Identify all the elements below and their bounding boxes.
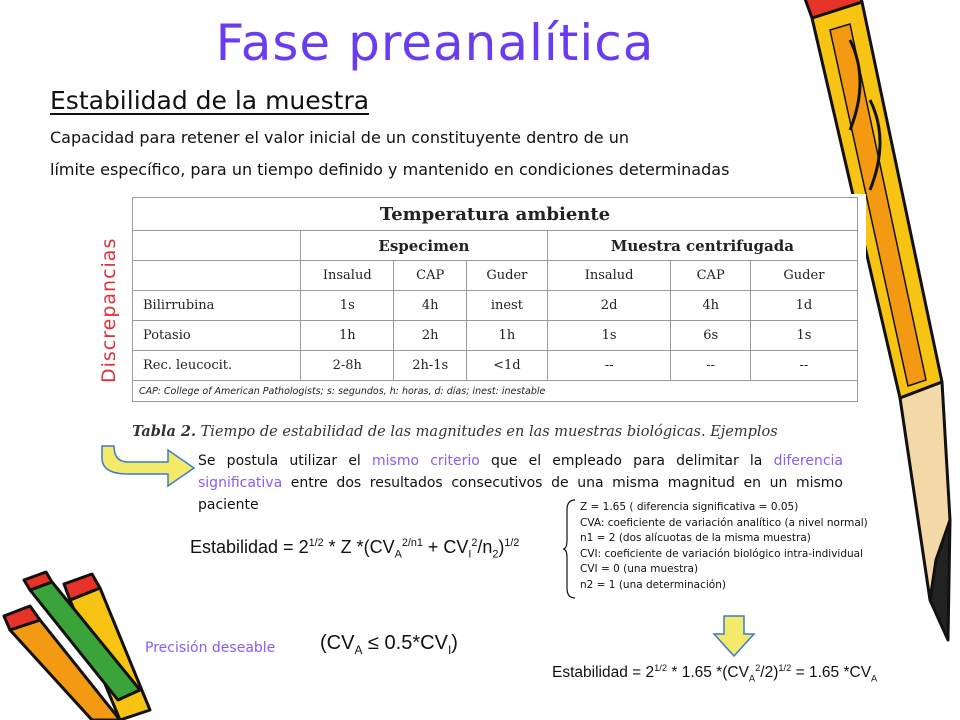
column-header: Guder <box>750 261 857 291</box>
definition-item: CVI = 0 (una muestra) <box>580 563 699 575</box>
table-cell: -- <box>671 351 750 381</box>
formula-text: ≤ 0.5*CV <box>362 632 448 654</box>
table-row <box>133 321 858 351</box>
column-header: CAP <box>394 261 467 291</box>
formula-subscript: A <box>354 643 363 657</box>
formula-text: ) <box>498 537 505 557</box>
caption-text: Tiempo de estabilidad de las magnitudes en las muestras biológicas. Ejemplos <box>196 424 778 440</box>
definition-item: CVA: coeficiente de variación analítico (a nivel normal) <box>580 516 868 529</box>
column-header: Guder <box>467 261 548 291</box>
definition-item: CVI: coeficiente de variación biológico intra-individual <box>580 547 864 560</box>
caption-label: Tabla 2. <box>132 423 197 440</box>
definition-line-1: Capacidad para retener el valor inicial de un constituyente dentro de un <box>50 128 629 147</box>
row-label: Rec. leucocit. <box>133 351 301 381</box>
section-heading: Estabilidad de la muestra <box>50 86 370 115</box>
formula-text: Estabilidad = 2 <box>552 664 655 682</box>
definition-line-2: límite específico, para un tiempo definido y mantenido en condiciones determinadas <box>50 160 730 179</box>
formula-exponent: 1/2 <box>308 537 324 549</box>
formula-text: (CV <box>320 632 355 654</box>
table-cell: 4h <box>671 291 750 321</box>
formula-subscript: 2 <box>492 548 499 561</box>
paragraph-text: entre dos resultados consecutivos de una misma magnitud en un mismo paciente <box>198 475 843 513</box>
table-cell: <1d <box>467 351 548 381</box>
table-cell: 2-8h <box>301 351 394 381</box>
formula-subscript: I <box>468 548 472 561</box>
formula-text: = 1.65 *CV <box>791 664 872 682</box>
stability-table <box>132 197 858 402</box>
paragraph-text: Se postula utilizar el <box>198 453 373 469</box>
table-cell: 1h <box>467 321 548 351</box>
formula-exponent: 1/2 <box>504 537 520 549</box>
table-corner-cell <box>133 231 301 261</box>
group-especimen: Especimen <box>301 231 548 261</box>
column-header: CAP <box>671 261 750 291</box>
table-note: CAP: College of American Pathologists; s: segundos, h: horas, d: días; inest: inestable <box>133 381 858 402</box>
formula-exponent: 2/n1 <box>401 537 423 549</box>
table-subheader-row <box>133 261 858 291</box>
stability-result-formula <box>552 663 877 683</box>
row-label: Bilirrubina <box>133 291 301 321</box>
definition-item: n2 = 1 (una determinación) <box>580 578 726 591</box>
pencils-left-icon <box>0 570 160 720</box>
precision-condition <box>320 632 458 657</box>
variable-definitions <box>580 500 868 593</box>
table-cell: -- <box>750 351 857 381</box>
column-header: Insalud <box>547 261 671 291</box>
formula-exponent: 2 <box>755 663 761 673</box>
formula-subscript: A <box>394 548 402 561</box>
table-row <box>133 351 858 381</box>
formula-text: /n <box>477 537 493 557</box>
table-cell: 1s <box>750 321 857 351</box>
table-cell: 4h <box>394 291 467 321</box>
paragraph-text: que el empleado para delimitar la <box>479 453 774 469</box>
definition-item: n1 = 2 (dos alícuotas de la misma muestra) <box>580 532 811 544</box>
brace-icon <box>562 498 578 600</box>
table-cell: 1s <box>301 291 394 321</box>
highlight-diferencia: diferencia significativa <box>198 453 843 491</box>
table-cell: inest <box>467 291 548 321</box>
table-cell: 2d <box>547 291 671 321</box>
definition-item: Z = 1.65 ( diferencia significativa = 0.05) <box>580 501 799 513</box>
group-centrifugada: Muestra centrifugada <box>547 231 857 261</box>
table-cell: 6s <box>671 321 750 351</box>
row-label: Potasio <box>133 321 301 351</box>
formula-text: + CV <box>422 537 469 557</box>
formula-text: * Z *(CV <box>323 537 395 557</box>
formula-text: /2) <box>760 664 779 682</box>
table-cell: -- <box>547 351 671 381</box>
table-header: Temperatura ambiente <box>133 198 858 231</box>
stability-table-figure <box>126 194 866 446</box>
table-cell: 2h-1s <box>394 351 467 381</box>
discrepancias-label: Discrepancias <box>98 237 120 383</box>
formula-text: * 1.65 *(CV <box>667 664 749 682</box>
table-cell: 1h <box>301 321 394 351</box>
formula-exponent: 1/2 <box>778 663 792 673</box>
formula-subscript: A <box>871 673 878 684</box>
table-cell: 1d <box>750 291 857 321</box>
formula-subscript: I <box>447 643 452 657</box>
curved-arrow-icon <box>98 440 198 492</box>
formula-subscript: A <box>748 673 756 684</box>
slide-title: Fase preanalítica <box>215 14 655 72</box>
formula-text: ) <box>451 632 458 654</box>
table-row <box>133 291 858 321</box>
down-arrow-icon <box>712 614 756 658</box>
table-empty-cell <box>133 261 301 291</box>
formula-exponent: 1/2 <box>654 663 668 673</box>
column-header: Insalud <box>301 261 394 291</box>
formula-text: Estabilidad = 2 <box>190 537 309 557</box>
table-caption <box>132 423 778 440</box>
stability-formula <box>190 537 519 561</box>
formula-exponent: 2 <box>471 537 478 549</box>
table-cell: 2h <box>394 321 467 351</box>
highlight-criterio: mismo criterio <box>372 453 480 469</box>
precision-label: Precisión deseable <box>145 640 276 656</box>
table-cell: 1s <box>547 321 671 351</box>
